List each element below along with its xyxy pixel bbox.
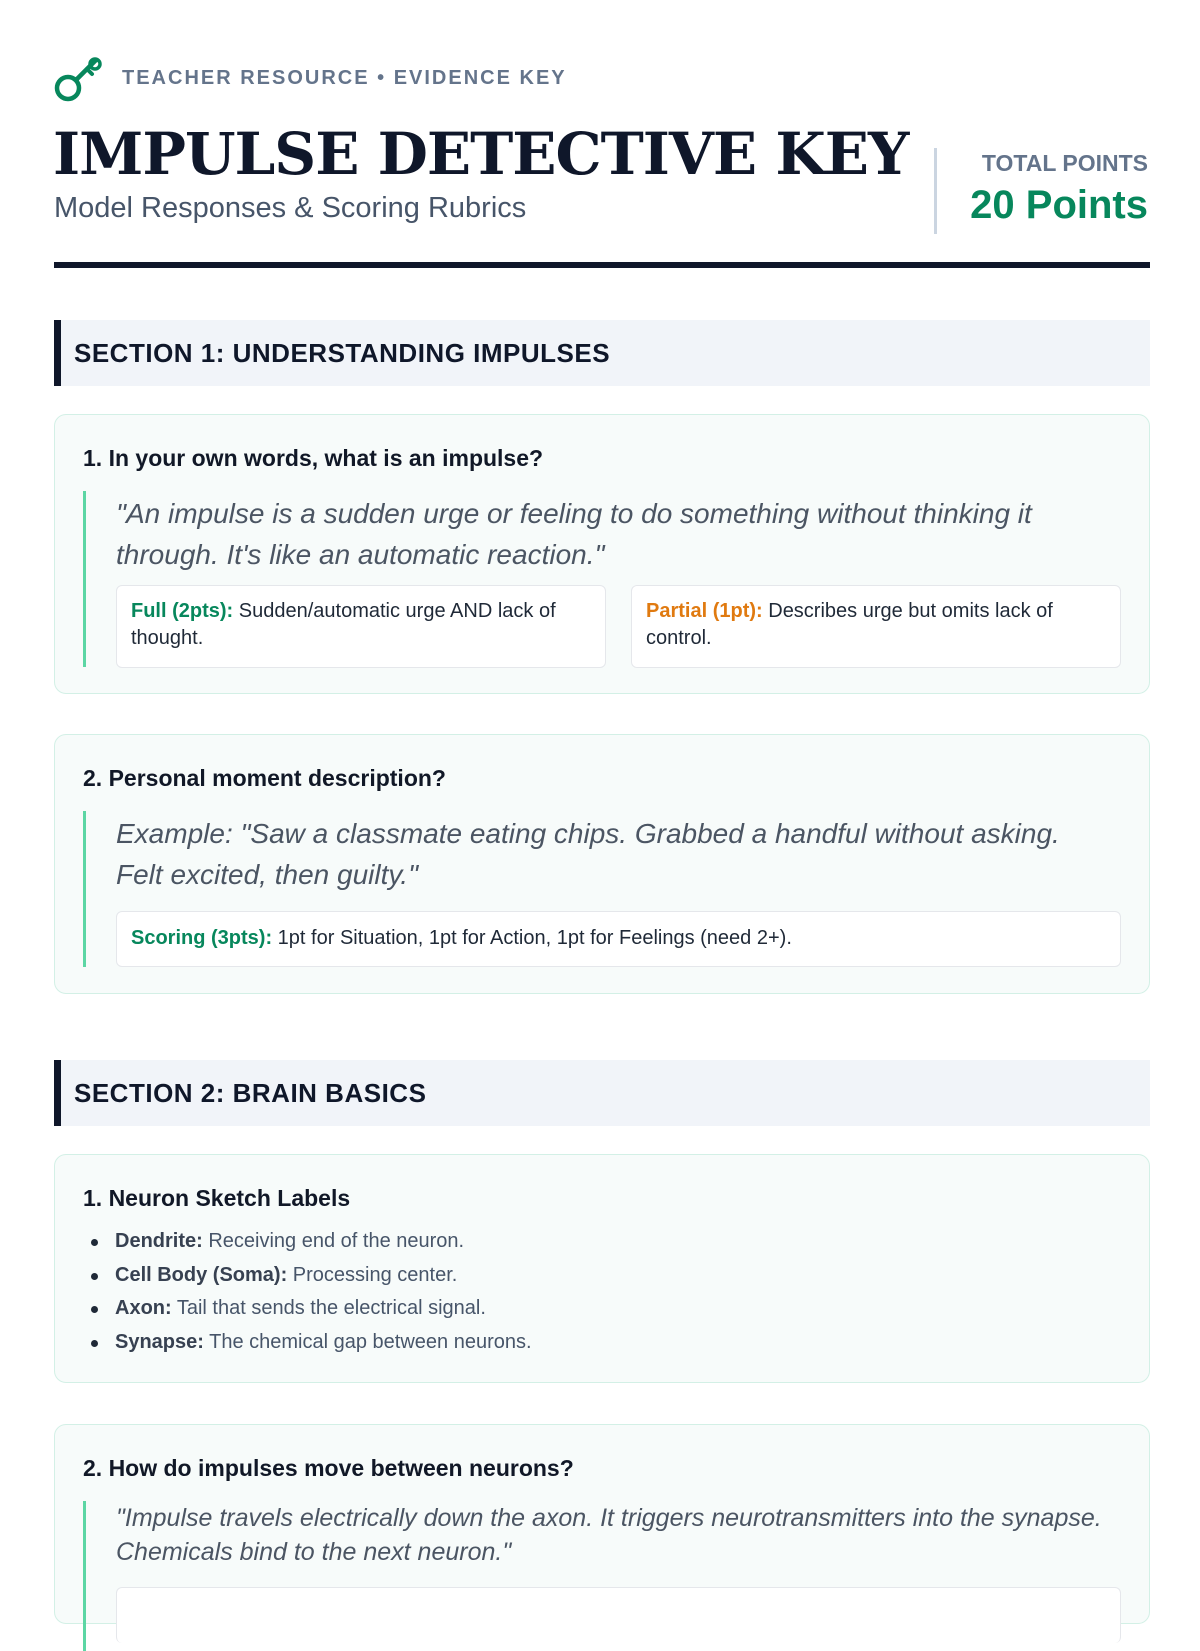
- rubric-scoring: [116, 911, 1121, 967]
- rubric-row: [116, 585, 1121, 668]
- question-title: 2. Personal moment description?: [83, 765, 446, 791]
- rubric-label: Full (2pts):: [131, 600, 234, 622]
- term: Synapse:: [115, 1330, 204, 1353]
- model-answer-text: Example: "Saw a classmate eating chips. Grabbed a handful without asking. Felt excited, then guilty.": [116, 818, 1060, 890]
- neuron-label-list: [89, 1225, 532, 1359]
- rubric-text: Describes urge but omits lack of control.: [646, 600, 1053, 649]
- question-title: 1. Neuron Sketch Labels: [83, 1185, 351, 1211]
- question-title: 1. In your own words, what is an impulse?: [83, 445, 544, 471]
- rubric-full: [116, 585, 606, 668]
- header-divider: [54, 262, 1150, 268]
- header-kicker: TEACHER RESOURCE • EVIDENCE KEY: [122, 66, 567, 89]
- term-description: Processing center.: [287, 1263, 458, 1286]
- list-item: [89, 1326, 532, 1360]
- model-answer: [83, 491, 1121, 667]
- header-kicker-row: [54, 54, 567, 102]
- rubric-partial: [631, 585, 1121, 668]
- total-points-label: TOTAL POINTS: [981, 150, 1148, 176]
- term-description: The chemical gap between neurons.: [203, 1330, 532, 1353]
- model-answer-text: "An impulse is a sudden urge or feeling to do something without thinking it through. It's like an automatic reaction.": [116, 498, 1032, 570]
- model-answer: [83, 811, 1121, 967]
- question-card: [54, 1424, 1150, 1624]
- term: Axon:: [115, 1297, 172, 1319]
- question-title: 2. How do impulses move between neurons?: [83, 1455, 574, 1481]
- list-item: [89, 1259, 532, 1293]
- list-item: [89, 1225, 532, 1259]
- question-card: [54, 1154, 1150, 1383]
- model-answer: [83, 1501, 1121, 1651]
- term-description: Receiving end of the neuron.: [202, 1230, 465, 1252]
- model-answer-text: "Impulse travels electrically down the axon. It triggers neurotransmitters into the synapse. Chemicals bind to the next neuron.": [116, 1504, 1102, 1566]
- rubric-label: Scoring (3pts):: [131, 927, 273, 949]
- rubric-box: [116, 1587, 1121, 1643]
- section-1-header: SECTION 1: UNDERSTANDING IMPULSES: [54, 320, 1150, 386]
- term-description: Tail that sends the electrical signal.: [171, 1297, 486, 1319]
- rubric-text: 1pt for Situation, 1pt for Action, 1pt for Feelings (need 2+).: [272, 927, 792, 949]
- term: Dendrite:: [115, 1230, 203, 1252]
- key-icon: [54, 54, 104, 102]
- section-2-header: SECTION 2: BRAIN BASICS: [54, 1060, 1150, 1126]
- rubric-text: Sudden/automatic urge AND lack of thought.: [131, 600, 556, 649]
- page-title: IMPULSE DETECTIVE KEY: [53, 120, 909, 188]
- question-card: [54, 734, 1150, 994]
- points-divider: [934, 148, 937, 234]
- total-points-value: 20 Points: [970, 183, 1148, 227]
- page-subtitle: Model Responses & Scoring Rubrics: [54, 192, 527, 224]
- list-item: [89, 1292, 532, 1326]
- rubric-label: Partial (1pt):: [646, 600, 763, 622]
- term: Cell Body (Soma):: [115, 1263, 288, 1286]
- question-card: [54, 414, 1150, 694]
